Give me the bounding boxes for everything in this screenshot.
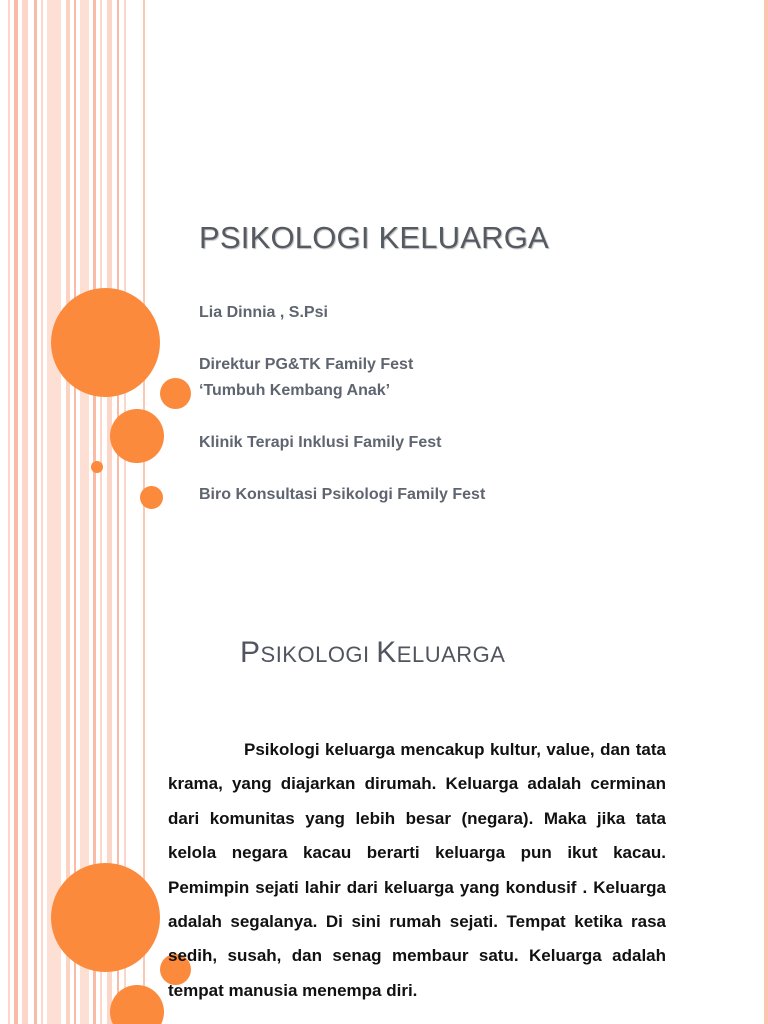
decor-stripe [22,578,28,1024]
decor-stripe [47,0,61,578]
decor-stripe [14,0,18,578]
decor-stripe [66,0,70,578]
decor-circle [110,985,164,1024]
decor-stripe [34,0,37,578]
decor-circle [91,461,103,473]
presenter-name: Lia Dinnia , S.Psi [199,304,328,321]
decor-stripe [74,0,76,578]
role-line-1: Direktur PG&TK Family Fest [199,356,414,373]
decor-stripe [124,0,126,578]
decor-circle [140,486,163,509]
clinic-line: Klinik Terapi Inklusi Family Fest [199,434,442,451]
decor-stripe [41,0,43,578]
bureau-line: Biro Konsultasi Psikologi Family Fest [199,486,486,503]
decor-stripe-right [764,578,768,1024]
decor-stripe [34,578,37,1024]
body-paragraph: Psikologi keluarga mencakup kultur, value, dan tata krama, yang diajarkan dirumah. Keluarga adalah cerminan dari komunitas yang lebih besar (negara). Maka jika tata kelola negara kacau berarti keluarga pun ikut kacau. Pemimpin sejati lahir dari keluarga yang kondusif . Keluarga adalah segalanya. Di sini rumah sejati. Tempat ketika rasa sedih, susah, dan senag membaur satu. Keluarga adalah tempat manusia menempa diri. [168,740,666,1000]
slide-title: PSIKOLOGI KELUARGA [199,220,549,255]
decor-stripe [80,0,89,578]
decor-stripe [8,578,10,1024]
decor-stripe [8,0,10,578]
decor-stripe-right [764,0,768,578]
decor-circle [51,863,160,972]
decor-circle [51,288,160,397]
role-line-2: ‘Tumbuh Kembang Anak’ [199,382,391,399]
decor-stripe [143,578,145,1024]
decor-circle [110,409,164,463]
decor-stripe [22,0,28,578]
decor-stripe [41,578,43,1024]
decor-circle [160,378,191,409]
decor-stripe [47,578,61,1024]
content-slide [0,578,768,1024]
slide-title: PSIKOLOGI KELUARGA [240,636,506,669]
decor-stripe [14,578,18,1024]
